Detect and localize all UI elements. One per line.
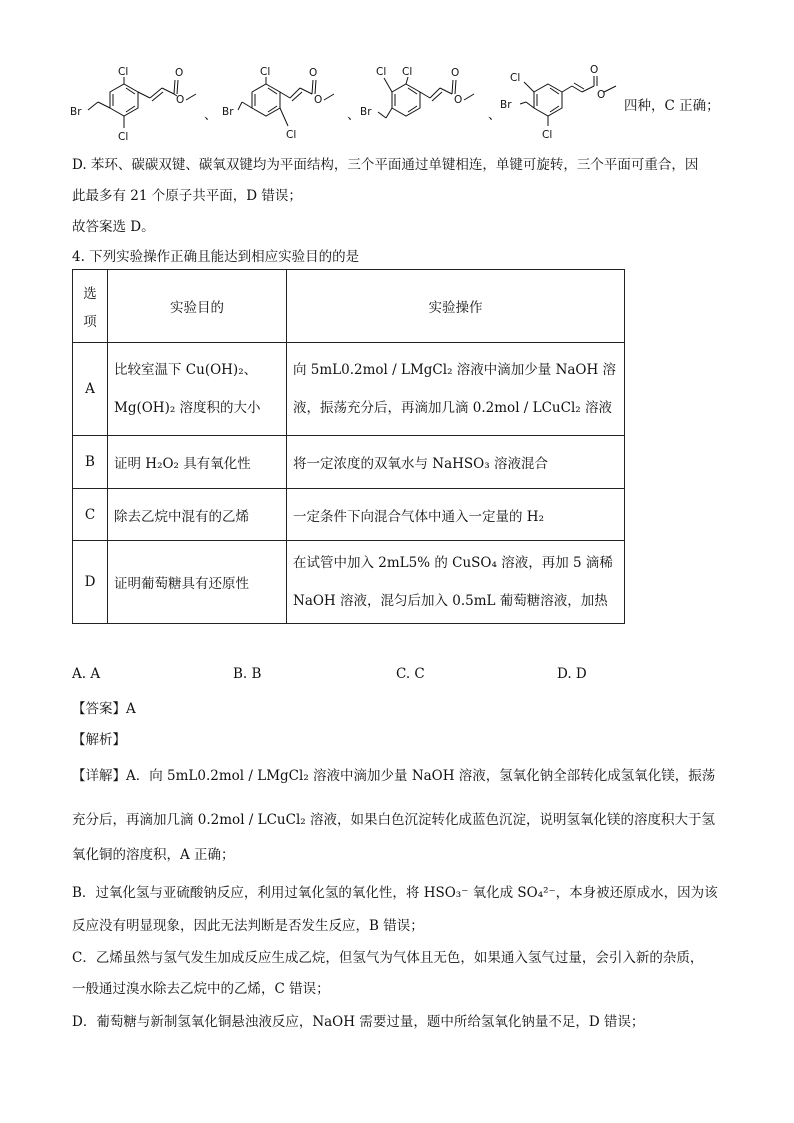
atom-label-br: Br [70, 106, 82, 118]
row-purpose-line1: 比较室温下 Cu(OH)₂、 [114, 362, 258, 378]
row-operation-line2: NaOH 溶液，混匀后加入 0.5mL 葡萄糖溶液，加热 [293, 593, 608, 609]
explanation-a-text: A．向 5mL0.2mol / LMgCl₂ 溶液中滴加少量 NaOH 溶液，氢氧化钠全部转化成氢氧化镁，振荡 [126, 768, 716, 784]
table-header-row [73, 270, 625, 343]
explanation-c-line2: 一般通过溴水除去乙烷中的乙烯，C 错误； [72, 981, 330, 997]
atom-label-o: O [454, 94, 463, 106]
isomer-structure-4 [498, 60, 633, 142]
option-d-line1: D. 苯环、碳碳双键、碳氧双键均为平面结构，三个平面通过单键相连，单键可旋转，三个平面可重合，因 [72, 157, 699, 173]
row-purpose-line2: Mg(OH)₂ 溶度积的大小 [114, 400, 261, 416]
option-d-line2: 此最多有 21 个原子共平面，D 错误； [72, 188, 302, 204]
isomer-structure-2 [216, 62, 351, 144]
atom-label-br: Br [500, 99, 512, 111]
explanation-c-line1: C．乙烯虽然与氢气发生加成反应生成乙烷，但氢气为气体且无色，如果通入氢气过量，会引入新的杂质， [72, 950, 704, 966]
separator: 、 [204, 108, 218, 123]
isomer-structure-1 [66, 62, 201, 144]
row-purpose: 证明葡萄糖具有还原性 [108, 541, 287, 624]
row-option: D [73, 541, 108, 624]
row-operation-line2: 液，振荡充分后，再滴加几滴 0.2mol / LCuCl₂ 溶液 [293, 400, 612, 416]
atom-label-cl: Cl [118, 131, 129, 143]
row-option: C [73, 489, 108, 541]
header-option [73, 270, 108, 343]
table-row [73, 343, 625, 436]
choice-a[interactable]: A. A [72, 666, 101, 682]
atom-label-br: Br [222, 106, 234, 118]
table-row [73, 489, 625, 541]
row-operation [287, 541, 625, 624]
row-operation-line1: 在试管中加入 2mL5% 的 CuSO₄ 溶液，再加 5 滴稀 [293, 555, 613, 571]
atom-label-o: O [176, 94, 185, 106]
explanation-a-line2: 充分后，再滴加几滴 0.2mol / LCuCl₂ 溶液，如果白色沉淀转化成蓝色沉淀，说明氢氧化镁的溶度积大于氢 [72, 812, 715, 828]
isomer-structure-3 [358, 62, 493, 144]
atom-label-o: O [590, 64, 599, 76]
experiment-table [72, 269, 625, 624]
choice-d[interactable]: D. D [557, 666, 587, 682]
question-4-stem: 4. 下列实验操作正确且能达到相应实验目的的是 [72, 249, 360, 265]
atom-label-cl: Cl [118, 66, 129, 78]
atom-label-cl: Cl [510, 72, 521, 84]
atom-label-br: Br [360, 106, 372, 118]
header-option-line2: 项 [83, 314, 97, 330]
choice-b[interactable]: B. B [233, 666, 262, 682]
separator: 、 [347, 108, 361, 123]
structure-conclusion: 四种，C 正确； [624, 98, 720, 114]
row-purpose: 除去乙烷中混有的乙烯 [108, 489, 287, 541]
row-purpose: 证明 H₂O₂ 具有氧化性 [108, 436, 287, 489]
explanation-d-line1: D．葡萄糖与新制氢氧化铜悬浊液反应，NaOH 需要过量，题中所给氢氧化钠量不足，D 错误； [72, 1014, 645, 1030]
atom-label-cl: Cl [376, 66, 387, 78]
row-operation: 一定条件下向混合气体中通入一定量的 H₂ [287, 489, 625, 541]
answer-value: A [126, 701, 136, 717]
atom-label-cl: Cl [260, 66, 271, 78]
header-operation: 实验操作 [287, 270, 625, 343]
row-option: B [73, 436, 108, 489]
row-operation [287, 343, 625, 436]
detail-label: 【详解】 [72, 768, 126, 784]
atom-label-o: O [309, 67, 318, 79]
table-row [73, 436, 625, 489]
atom-label-cl: Cl [286, 129, 297, 141]
answer-line [72, 697, 136, 717]
atom-label-o: O [451, 67, 460, 79]
row-option: A [73, 343, 108, 436]
analysis-label-text: 【解析】 [72, 732, 126, 748]
atom-label-o: O [175, 67, 184, 79]
answer-label: 【答案】 [72, 701, 126, 717]
separator: 、 [488, 108, 502, 123]
table-row [73, 541, 625, 624]
row-purpose [108, 343, 287, 436]
analysis-label [72, 728, 126, 748]
header-option-line1: 选 [83, 286, 97, 302]
row-operation-line1: 向 5mL0.2mol / LMgCl₂ 溶液中滴加少量 NaOH 溶 [293, 362, 617, 378]
atom-label-o: O [314, 94, 323, 106]
explanation-b-line2: 反应没有明显现象，因此无法判断是否发生反应，B 错误； [72, 918, 424, 934]
atom-label-o: O [597, 89, 606, 101]
row-operation: 将一定浓度的双氧水与 NaHSO₃ 溶液混合 [287, 436, 625, 489]
q3-answer-line: 故答案选 D。 [72, 219, 155, 235]
explanation-a-line3: 氧化铜的溶度积，A 正确； [72, 847, 235, 863]
header-purpose: 实验目的 [108, 270, 287, 343]
explanation-a-line1 [72, 764, 715, 784]
explanation-b-line1: B．过氧化氢与亚硫酸钠反应，利用过氧化氢的氧化性，将 HSO₃⁻ 氧化成 SO₄²⁻，本身被还原成水，因为该 [72, 885, 718, 901]
atom-label-cl: Cl [542, 129, 553, 141]
atom-label-cl: Cl [402, 66, 413, 78]
choice-c[interactable]: C. C [396, 666, 425, 682]
